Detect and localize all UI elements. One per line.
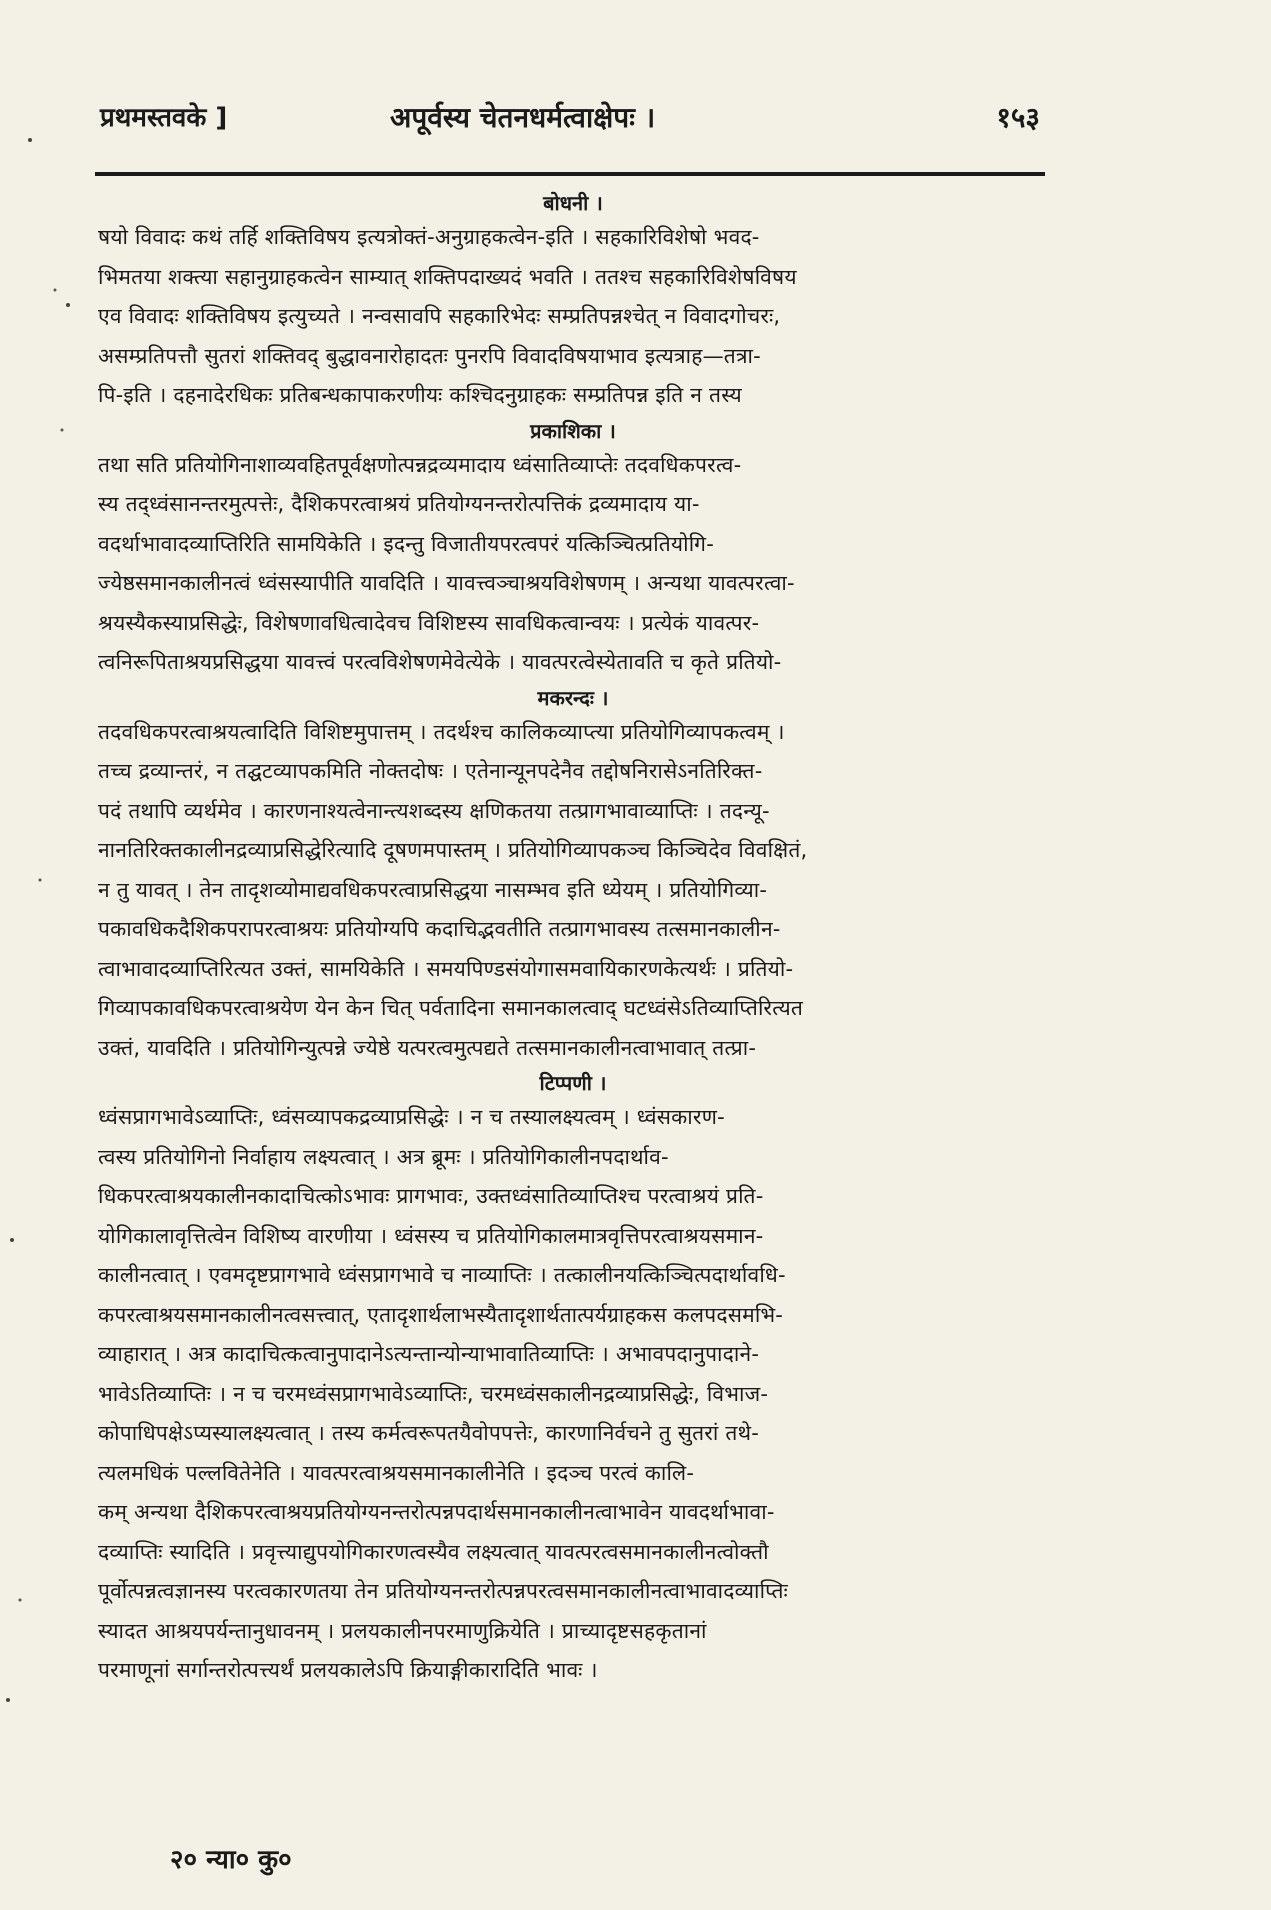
text-line: भिमतया शक्त्या सहानुग्राहकत्वेन साम्यात् शक्तिपदाख्यदं भवति । ततश्च सहकारिविशेषविषय	[98, 264, 797, 289]
text-line: तदवधिकपरत्वाश्रयत्वादिति विशिष्टमुपात्तम् । तदर्थश्च कालिकव्याप्त्या प्रतियोगिव्यापकत्वम् ।	[98, 719, 785, 744]
text-line: भावेऽतिव्याप्तिः । न च चरमध्वंसप्रागभावेऽव्याप्तिः, चरमध्वंसकालीनद्रव्याप्रसिद्धेः, विभाज-	[98, 1381, 769, 1406]
commentary-body	[98, 188, 1048, 1691]
text-line: दव्याप्तिः स्यादिति । प्रवृत्त्याद्युपयोगिकारणत्वस्यैव लक्ष्यत्वात् यावत्परत्वसमानकालीनत्वोक्तौ	[98, 1539, 769, 1564]
header-title: अपूर्वस्य चेतनधर्मत्वाक्षेपः ।	[390, 101, 656, 134]
section-text-makaranda	[98, 713, 1048, 1069]
text-line: कम् अन्यथा दैशिकपरत्वाश्रयप्रतियोग्यनन्तरोत्पन्नपदार्थसमानकालीनत्वाभावेन यावदर्थाभावा-	[98, 1500, 775, 1524]
text-line: कपरत्वाश्रयसमानकालीनत्वसत्त्वात्, एतादृशार्थलाभस्यैतादृशार्थतात्पर्यग्राहकस कलपदसमभि-	[98, 1302, 784, 1327]
text-line: नानतिरिक्तकालीनद्रव्याप्रसिद्धेरित्यादि दूषणमपास्तम् । प्रतियोगिव्यापकञ्च किञ्चिदेव विवक्षितं,	[98, 838, 808, 862]
text-line: धिकपरत्वाश्रयकालीनकादाचित्कोऽभावः प्रागभावः, उक्तध्वंसातिव्याप्तिश्च परत्वाश्रयं प्रति-	[98, 1184, 764, 1208]
text-line: उक्तं, यावदिति । प्रतियोगिन्युत्पन्ने ज्येष्ठे यत्परत्वमुत्पद्यते तत्समानकालीनत्वाभावात् तत्प्रा-	[98, 1035, 757, 1060]
section-text-tippani	[98, 1098, 1048, 1691]
text-line: स्य तद्ध्वंसानन्तरमुत्पत्तेः, दैशिकपरत्वाश्रयं प्रतियोग्यनन्तरोत्पत्तिकं द्रव्यमादाय या-	[98, 492, 700, 516]
section-title-makaranda: मकरन्दः ।	[537, 685, 609, 710]
text-line: पि-इति । दहनादेरधिकः प्रतिबन्धकापाकरणीयः कश्चिदनुग्राहकः सम्प्रतिपन्न इति न तस्य	[98, 383, 742, 407]
text-line: त्वाभावादव्याप्तिरित्यत उक्तं, सामयिकेति । समयपिण्डसंयोगासमवायिकारणकेत्यर्थः । प्रतियो-	[98, 956, 794, 981]
text-line: श्रयस्यैकस्याप्रसिद्धेः, विशेषणावधित्वादेवच विशिष्टस्य सावधिकत्वान्वयः । प्रत्येकं यावत्पर-	[98, 610, 760, 635]
text-line: वदर्थाभावादव्याप्तिरिति सामयिकेति । इदन्तु विजातीयपरत्वपरं यत्किञ्चित्प्रतियोगि-	[98, 531, 714, 556]
text-line: त्वस्य प्रतियोगिनो निर्वाहाय लक्ष्यत्वात् । अत्र ब्रूमः । प्रतियोगिकालीनपदार्थाव-	[98, 1144, 669, 1169]
page-number: १५३	[996, 101, 1040, 134]
section-text-bodhani	[98, 218, 1048, 416]
section-title-prakashika: प्रकाशिका ।	[530, 418, 616, 443]
text-line: स्यादत आश्रयपर्यन्तानुधावनम् । प्रलयकालीनपरमाणुक्रियेति । प्राच्यादृष्टसहकृतानां	[98, 1618, 707, 1643]
section-title-tippani: टिप्पणी ।	[539, 1071, 607, 1095]
text-line: पकावधिकदैशिकपरापरत्वाश्रयः प्रतियोग्यपि कदाचिद्भवतीति तत्प्रागभावस्य तत्समानकालीन-	[98, 917, 781, 941]
text-line: त्वनिरूपिताश्रयप्रसिद्धया यावत्त्वं परत्वविशेषणमेवेत्येके । यावत्परत्वेस्येतावति च कृते प्रतियो-	[98, 650, 782, 674]
header-rule	[95, 172, 1045, 176]
text-line: असम्प्रतिपत्तौ सुतरां शक्तिवद् बुद्धावनारोहादतः पुनरपि विवादविषयाभाव इत्यत्राह—तत्रा-	[98, 343, 761, 368]
margin-specks	[0, 0, 90, 1910]
text-line: पदं तथापि व्यर्थमेव । कारणनाश्यत्वेनान्त्यशब्दस्य क्षणिकतया तत्प्रागभावाव्याप्तिः । तदन्यू-	[98, 798, 770, 823]
text-line: षयो विवादः कथं तर्हि शक्तिविषय इत्यत्रोक्तं-अनुग्राहकत्वेन-इति । सहकारिविशेषो भवद-	[98, 225, 760, 249]
header-section-label: प्रथमस्तवके ]	[100, 103, 228, 133]
text-line: परमाणूनां सर्गान्तरोत्पत्त्यर्थं प्रलयकालेऽपि क्रियाङ्गीकारादिति भावः ।	[98, 1658, 598, 1682]
text-line: गिव्यापकावधिकपरत्वाश्रयेण येन केन चित् पर्वतादिना समानकालत्वाद् घटध्वंसेऽतिव्याप्तिरित्यत	[98, 996, 804, 1020]
text-line: व्याहारात् । अत्र कादाचित्कत्वानुपादानेऽत्यन्तान्योन्याभावातिव्याप्तिः । अभावपदानुपादाने-	[98, 1342, 760, 1366]
page-header	[100, 98, 1040, 138]
text-line: ध्वंसप्रागभावेऽव्याप्तिः, ध्वंसव्यापकद्रव्याप्रसिद्धेः । न च तस्यालक्ष्यत्वम् । ध्वंसकारण-	[98, 1105, 725, 1129]
text-line: तथा सति प्रतियोगिनाशाव्यवहितपूर्वक्षणोत्पन्नद्रव्यमादाय ध्वंसातिव्याप्तेः तदवधिकपरत्व-	[98, 452, 742, 477]
section-text-prakashika	[98, 446, 1048, 683]
text-line: तच्च द्रव्यान्तरं, न तद्घटव्यापकमिति नोक्तदोषः । एतेनान्यूनपदेनैव तद्दोषनिरासेऽनतिरिक्त-	[98, 759, 763, 783]
text-line: पूर्वोत्पन्नत्वज्ञानस्य परत्वकारणतया तेन प्रतियोग्यनन्तरोत्पन्नपरत्वसमानकालीनत्वाभावादव्याप्तिः	[98, 1579, 788, 1603]
text-line: त्यलमधिकं पल्लवितेनेति । यावत्परत्वाश्रयसमानकालीनेति । इदञ्च परत्वं कालि-	[98, 1460, 695, 1485]
text-line: ज्येष्ठसमानकालीनत्वं ध्वंसस्यापीति यावदिति । यावत्त्वञ्चाश्रयविशेषणम् । अन्यथा यावत्परत्वा-	[98, 571, 795, 595]
text-line: कालीनत्वात् । एवमदृष्टप्रागभावे ध्वंसप्रागभावे च नाव्याप्तिः । तत्कालीनयत्किञ्चित्पदार्थावधि-	[98, 1263, 786, 1287]
text-line: न तु यावत् । तेन तादृशव्योमाद्यवधिकपरत्वाप्रसिद्धया नासम्भव इति ध्येयम् । प्रतियोगिव्या-	[98, 877, 768, 902]
text-line: एव विवादः शक्तिविषय इत्युच्यते । नन्वसावपि सहकारिभेदः सम्प्रतिपन्नश्चेत् न विवादगोचरः,	[98, 304, 781, 328]
section-title-bodhani: बोधनी ।	[543, 191, 603, 215]
footer-signature: २० न्या० कु०	[170, 1845, 292, 1875]
text-line: योगिकालावृत्तित्वेन विशिष्य वारणीया । ध्वंसस्य च प्रतियोगिकालमात्रवृत्तिपरत्वाश्रयसमान-	[98, 1223, 764, 1248]
text-line: कोपाधिपक्षेऽप्यस्यालक्ष्यत्वात् । तस्य कर्मत्वरूपतयैवोपपत्तेः, कारणानिर्वचने तु सुतरां तथे-	[98, 1421, 759, 1445]
